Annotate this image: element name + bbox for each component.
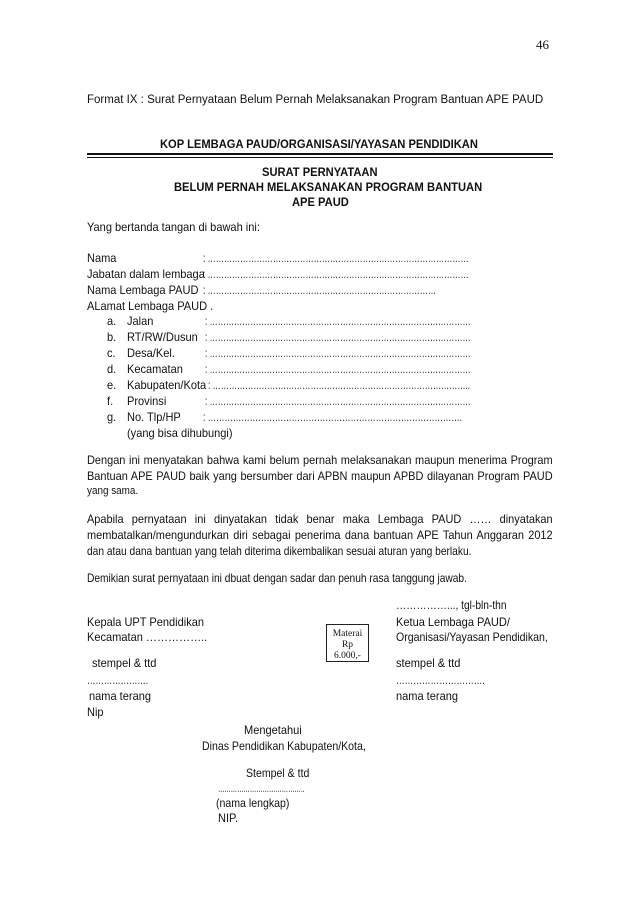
center-signer-title1: Mengetahui [244, 723, 302, 737]
paragraph1-line3: yang sama. [87, 485, 139, 497]
kop-rule-thin [87, 157, 553, 158]
center-signer-title2: Dinas Pendidikan Kabupaten/Kota, [202, 739, 366, 753]
right-signer-title1: Ketua Lembaga PAUD/ [396, 615, 510, 629]
address-label-rt-rw: RT/RW/Dusun [127, 330, 198, 344]
address-dots-rt-rw: : …………………………………………………………………………………… [205, 330, 471, 344]
address-label-desa: Desa/Kel. [127, 346, 175, 360]
address-label-kecamatan: Kecamatan [127, 362, 183, 376]
nama-label: Nama [87, 251, 117, 265]
address-dots-desa: : …………………………………………………………………………………… [205, 346, 471, 360]
format-title: Format IX : Surat Pernyataan Belum Pernah Melaksanakan Program Bantuan APE PAUD [87, 94, 544, 106]
address-dots-telepon: : ………………………………………………………………………………. [203, 410, 463, 424]
right-signer-title2: Organisasi/Yayasan Pendidikan, [396, 630, 548, 644]
address-letter-c: c. [107, 346, 116, 360]
address-dots-jalan: : …………………………………………………………………………………… [205, 314, 471, 328]
paragraph2-line1: Apabila pernyataan ini dinyatakan tidak benar maka Lembaga PAUD …… dinyatakan [87, 512, 553, 526]
center-stamp-note: Stempel & ttd [246, 766, 310, 780]
paragraph1-line1: Dengan ini menyatakan bahwa kami belum pernah melaksanakan maupun menerima Program [87, 453, 553, 467]
address-letter-d: d. [107, 362, 117, 376]
page-number: 46 [536, 37, 549, 52]
heading-line2: BELUM PERNAH MELAKSANAKAN PROGRAM BANTUAN [174, 180, 483, 194]
intro-text: Yang bertanda tangan di bawah ini: [87, 220, 260, 234]
address-label-provinsi: Provinsi [127, 394, 167, 408]
left-signer-title2: Kecamatan …………….. [87, 630, 208, 644]
address-letter-f: f. [107, 394, 114, 408]
paragraph2-line2: membatalkan/mengundurkan diri sebagai penerima dana bantuan APE Tahun Anggaran 2012 [87, 528, 553, 542]
address-label-jalan: Jalan [127, 314, 154, 328]
right-signature-dots: …………………………. [396, 673, 485, 687]
heading-line3: APE PAUD [292, 195, 349, 209]
left-signer-title1: Kepala UPT Pendidikan [87, 615, 205, 629]
address-label-telepon: No. Tlp/HP [127, 410, 181, 424]
materai-currency: Rp [341, 640, 354, 650]
paragraph1-line2: Bantuan APE PAUD baik yang bersumber dari APBN maupun APBD dilayanan Program PAUD [87, 469, 553, 483]
left-signature-dots: …………………. [87, 673, 149, 687]
right-name-line: nama terang [396, 689, 458, 703]
address-dots-kabupaten: : ………………………………………………………………………………….. [208, 378, 471, 392]
nama-dots: : …………………………………………………………………………………… [203, 251, 469, 265]
center-nip-line: NIP. [218, 811, 239, 825]
address-dots-provinsi: : …………………………………………………………………………………… [205, 394, 471, 408]
jabatan-label: Jabatan dalam lembaga [87, 267, 205, 281]
address-label-kabupaten: Kabupaten/Kota [127, 378, 207, 392]
materai-stamp-box [326, 624, 369, 662]
paragraph3: Demikian surat pernyataan ini dbuat dengan sadar dan penuh rasa tanggung jawab. [87, 571, 467, 585]
address-dots-kecamatan: : …………………………………………………………………………………… [205, 362, 471, 376]
address-letter-e: e. [107, 378, 117, 392]
right-stamp-note: stempel & ttd [396, 656, 461, 670]
lembaga-dots: : ………………………………………………………………………… [203, 283, 437, 297]
materai-label: Materai [332, 629, 363, 639]
address-letter-b: b. [107, 330, 117, 344]
center-name-line: (nama lengkap) [216, 796, 290, 810]
materai-amount: 6.000,- [334, 651, 361, 661]
signature-date-line: ……………..., tgl-bln-thn [396, 598, 507, 612]
left-name-line: nama terang [89, 689, 151, 703]
contact-note: (yang bisa dihubungi) [127, 426, 233, 440]
lembaga-label: Nama Lembaga PAUD [87, 283, 199, 297]
left-nip-line: Nip [87, 705, 104, 719]
kop-rule-thick [87, 153, 553, 155]
kop-heading: KOP LEMBAGA PAUD/ORGANISASI/YAYASAN PENDIDIKAN [160, 137, 478, 151]
center-signature-dots: ………………………………….. [218, 783, 305, 795]
jabatan-dots: : …………………………………………………………………………………… [203, 267, 469, 281]
alamat-label: ALamat Lembaga PAUD . [87, 299, 214, 313]
address-letter-g: g. [107, 410, 117, 424]
address-letter-a: a. [107, 314, 117, 328]
paragraph2-line3: dan atau dana bantuan yang telah diterima dikembalikan sesuai aturan yang berlaku. [87, 544, 472, 558]
left-stamp-note: stempel & ttd [92, 656, 157, 670]
heading-line1: SURAT PERNYATAAN [262, 165, 378, 179]
